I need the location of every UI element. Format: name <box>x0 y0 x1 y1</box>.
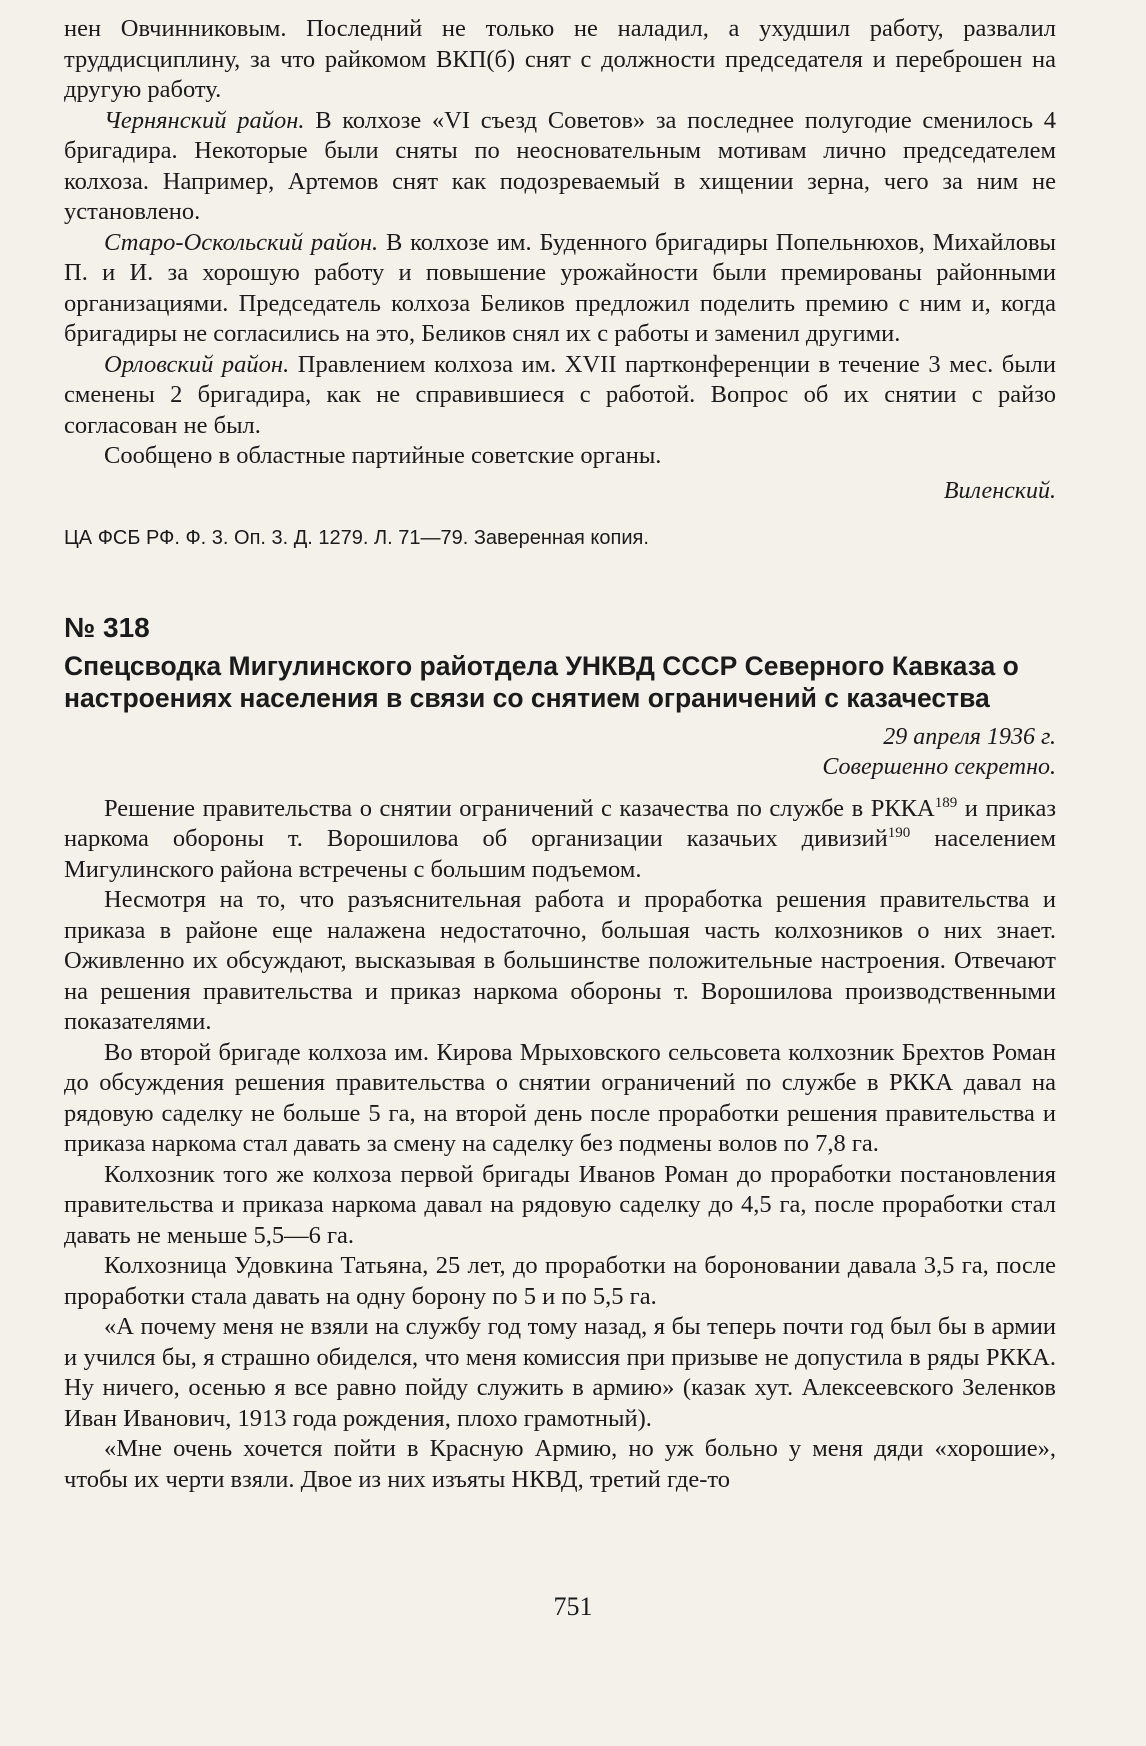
paragraph: Сообщено в областные партийные советские органы. <box>104 442 662 469</box>
paragraph: нен Овчинниковым. Последний не только не наладил, а ухудшил работу, развалил труддисциплину, за что райкомом ВКП(б) снят с должности председателя и переброшен на другую работу. <box>64 15 1056 103</box>
paragraph <box>64 106 1056 228</box>
district-name: Старо-Оскольский район. <box>104 228 379 256</box>
page-number: 751 <box>553 1592 593 1621</box>
district-name: Чернянский район. <box>104 106 305 134</box>
paragraph: Колхозница Удовкина Татьяна, 25 лет, до проработки на бороновании давала 3,5 га, после проработки стала давать на одну борону по 5 и по 5,5 га. <box>64 1252 1056 1310</box>
paragraph-text: Правлением колхоза им. XVII партконференции в течение 3 мес. были сменены 2 бригадира, как не справившиеся с работой. Вопрос об их снятии с райзо согласован не был. <box>64 350 1057 439</box>
archive-source: ЦА ФСБ РФ. Ф. 3. Оп. 3. Д. 1279. Л. 71—79. Заверенная копия. <box>64 526 649 549</box>
paragraph-text: населением Мигулинского района встречены с большим подъемом. <box>64 825 1056 883</box>
footnote-ref: 189 <box>934 794 958 811</box>
paragraph <box>64 228 1056 350</box>
paragraph: Во второй бригаде колхоза им. Кирова Мрыховского сельсовета колхозник Брехтов Роман до обсуждения решения правительства о снятии ограничений по службе в РККА давал на рядовую саделку не больше 5 га, на второй день после проработки решения правительства и приказа наркома стал давать за смену на саделку без подмены волов по 7,8 га. <box>64 1038 1056 1157</box>
paragraph: Колхозник того же колхоза первой бригады Иванов Роман до проработки постановления правительства и приказа наркома давал на рядовую саделку до 4,5 га, после проработки стал давать не меньше 5,5—6 га. <box>64 1160 1056 1249</box>
paragraph <box>64 350 1056 442</box>
paragraph: «А почему меня не взяли на службу год тому назад, я бы теперь почти год был бы в армии и учился бы, я страшно обиделся, что меня комиссия при призыве не допустила в ряды РККА. Ну ничего, осенью я все равно пойду служить в армию» (казак хут. Алексеевского Зеленков Иван Иванович, 1913 года рождения, плохо грамотный). <box>64 1313 1056 1432</box>
paragraph-text: и приказ наркома обороны т. Ворошилова об организации казачьих дивизий <box>64 794 1056 852</box>
document-date: 29 апреля 1936 г. <box>883 723 1056 750</box>
district-name: Орловский район. <box>104 350 290 378</box>
paragraph-text: В колхозе им. Буденного бригадиры Попельнюхов, Михайловы П. и И. за хорошую работу и повышение урожайности были премированы районными организациями. Председатель колхоза Беликов предложил поделить премию с ним и, когда бригадиры не согласились на это, Беликов снял их с работы и заменил другими. <box>64 228 1056 347</box>
paragraph <box>64 794 1056 886</box>
signature: Виленский. <box>943 477 1056 504</box>
paragraph: Несмотря на то, что разъяснительная работа и проработка решения правительства и приказа в районе еще налажена недостаточно, большая часть колхозников о них знает. Оживленно их обсуждают, высказывая в большинстве положительные настроения. Отвечают на решения правительства и приказ наркома обороны т. Ворошилова производственными показателями. <box>64 886 1056 1035</box>
paragraph-text: Решение правительства о снятии ограничений с казачества по службе в РККА <box>104 794 935 822</box>
document-number: № 318 <box>64 611 150 643</box>
document-title: Спецсводка Мигулинского райотдела УНКВД СССР Северного Кавказа о настроениях населения в связи со снятием ограничений с казачества <box>64 650 1019 713</box>
paragraph-text: В колхозе «VI съезд Советов» за последнее полугодие сменилось 4 бригадира. Некоторые были сняты по неосновательным мотивам лично председателем колхоза. Например, Артемов снят как подозреваемый в хищении зерна, чего за ним не установлено. <box>64 106 1056 225</box>
footnote-ref: 190 <box>887 824 911 841</box>
classification-mark: Совершенно секретно. <box>822 753 1056 780</box>
paragraph: «Мне очень хочется пойти в Красную Армию, но уж больно у меня дяди «хорошие», чтобы их черти взяли. Двое из них изъяты НКВД, третий где-то <box>64 1435 1056 1493</box>
